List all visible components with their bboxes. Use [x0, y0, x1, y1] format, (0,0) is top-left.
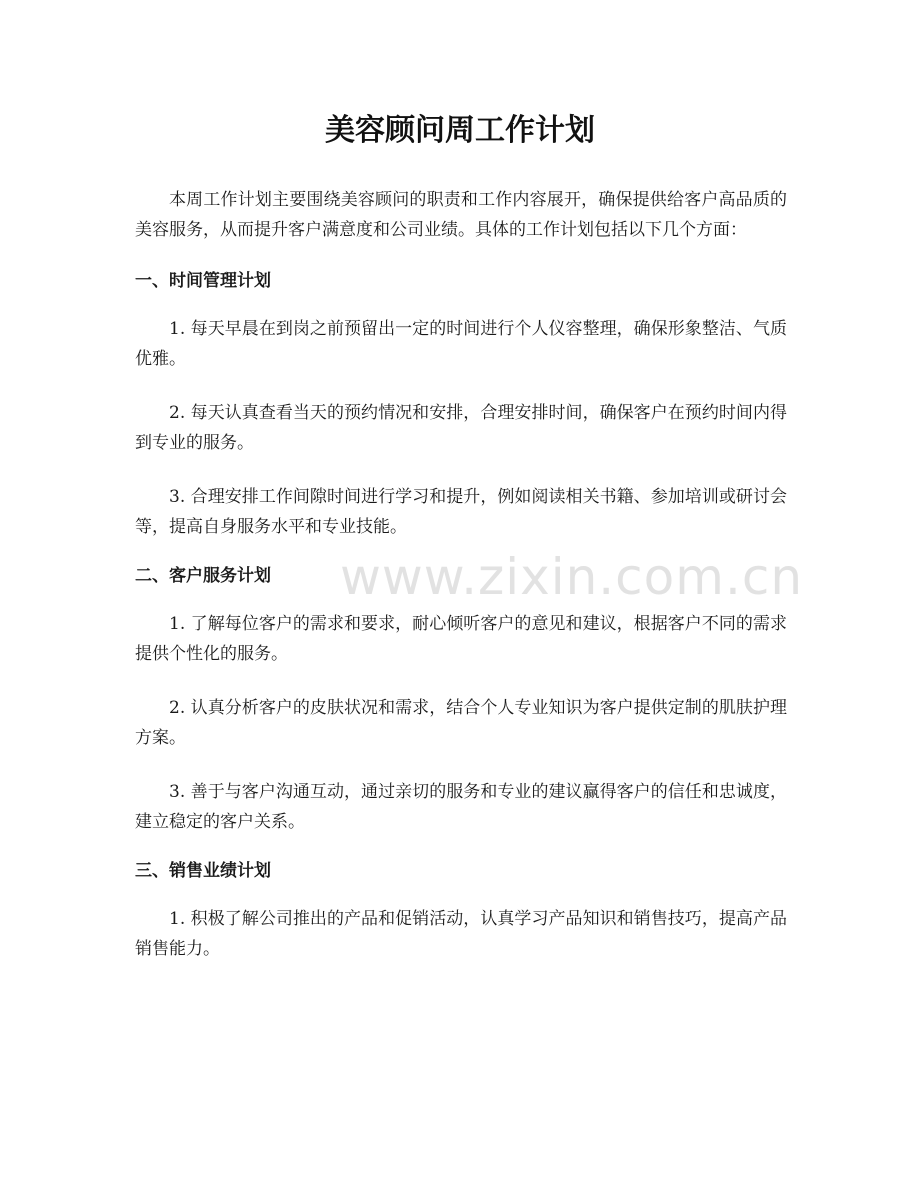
list-item: 1. 了解每位客户的需求和要求，耐心倾听客户的意见和建议，根据客户不同的需求提供个性化的服务。 — [135, 614, 787, 664]
page-title: 美容顾问周工作计划 — [325, 113, 595, 148]
intro-paragraph: 本周工作计划主要围绕美容顾问的职责和工作内容展开，确保提供给客户高品质的美容服务，从而提升客户满意度和公司业绩。具体的工作计划包括以下几个方面： — [135, 190, 787, 240]
list-item: 3. 善于与客户沟通互动，通过亲切的服务和专业的建议赢得客户的信任和忠诚度，建立稳定的客户关系。 — [135, 782, 787, 832]
list-item: 3. 合理安排工作间隙时间进行学习和提升，例如阅读相关书籍、参加培训或研讨会等，提高自身服务水平和专业技能。 — [135, 487, 787, 537]
document-body — [135, 185, 787, 988]
list-item: 1. 积极了解公司推出的产品和促销活动，认真学习产品知识和销售技巧，提高产品销售能力。 — [135, 909, 787, 959]
watermark: www.zixin.com.cn — [340, 548, 804, 606]
section-heading-customer-service: 二、客户服务计划 — [135, 566, 271, 586]
list-item: 1. 每天早晨在到岗之前预留出一定的时间进行个人仪容整理，确保形象整洁、气质优雅。 — [135, 319, 787, 369]
section-heading-time-management: 一、时间管理计划 — [135, 271, 271, 291]
list-item: 2. 每天认真查看当天的预约情况和安排，合理安排时间，确保客户在预约时间内得到专业的服务。 — [135, 403, 787, 453]
list-item: 2. 认真分析客户的皮肤状况和需求，结合个人专业知识为客户提供定制的肌肤护理方案。 — [135, 698, 787, 748]
section-heading-sales-performance: 三、销售业绩计划 — [135, 861, 271, 881]
